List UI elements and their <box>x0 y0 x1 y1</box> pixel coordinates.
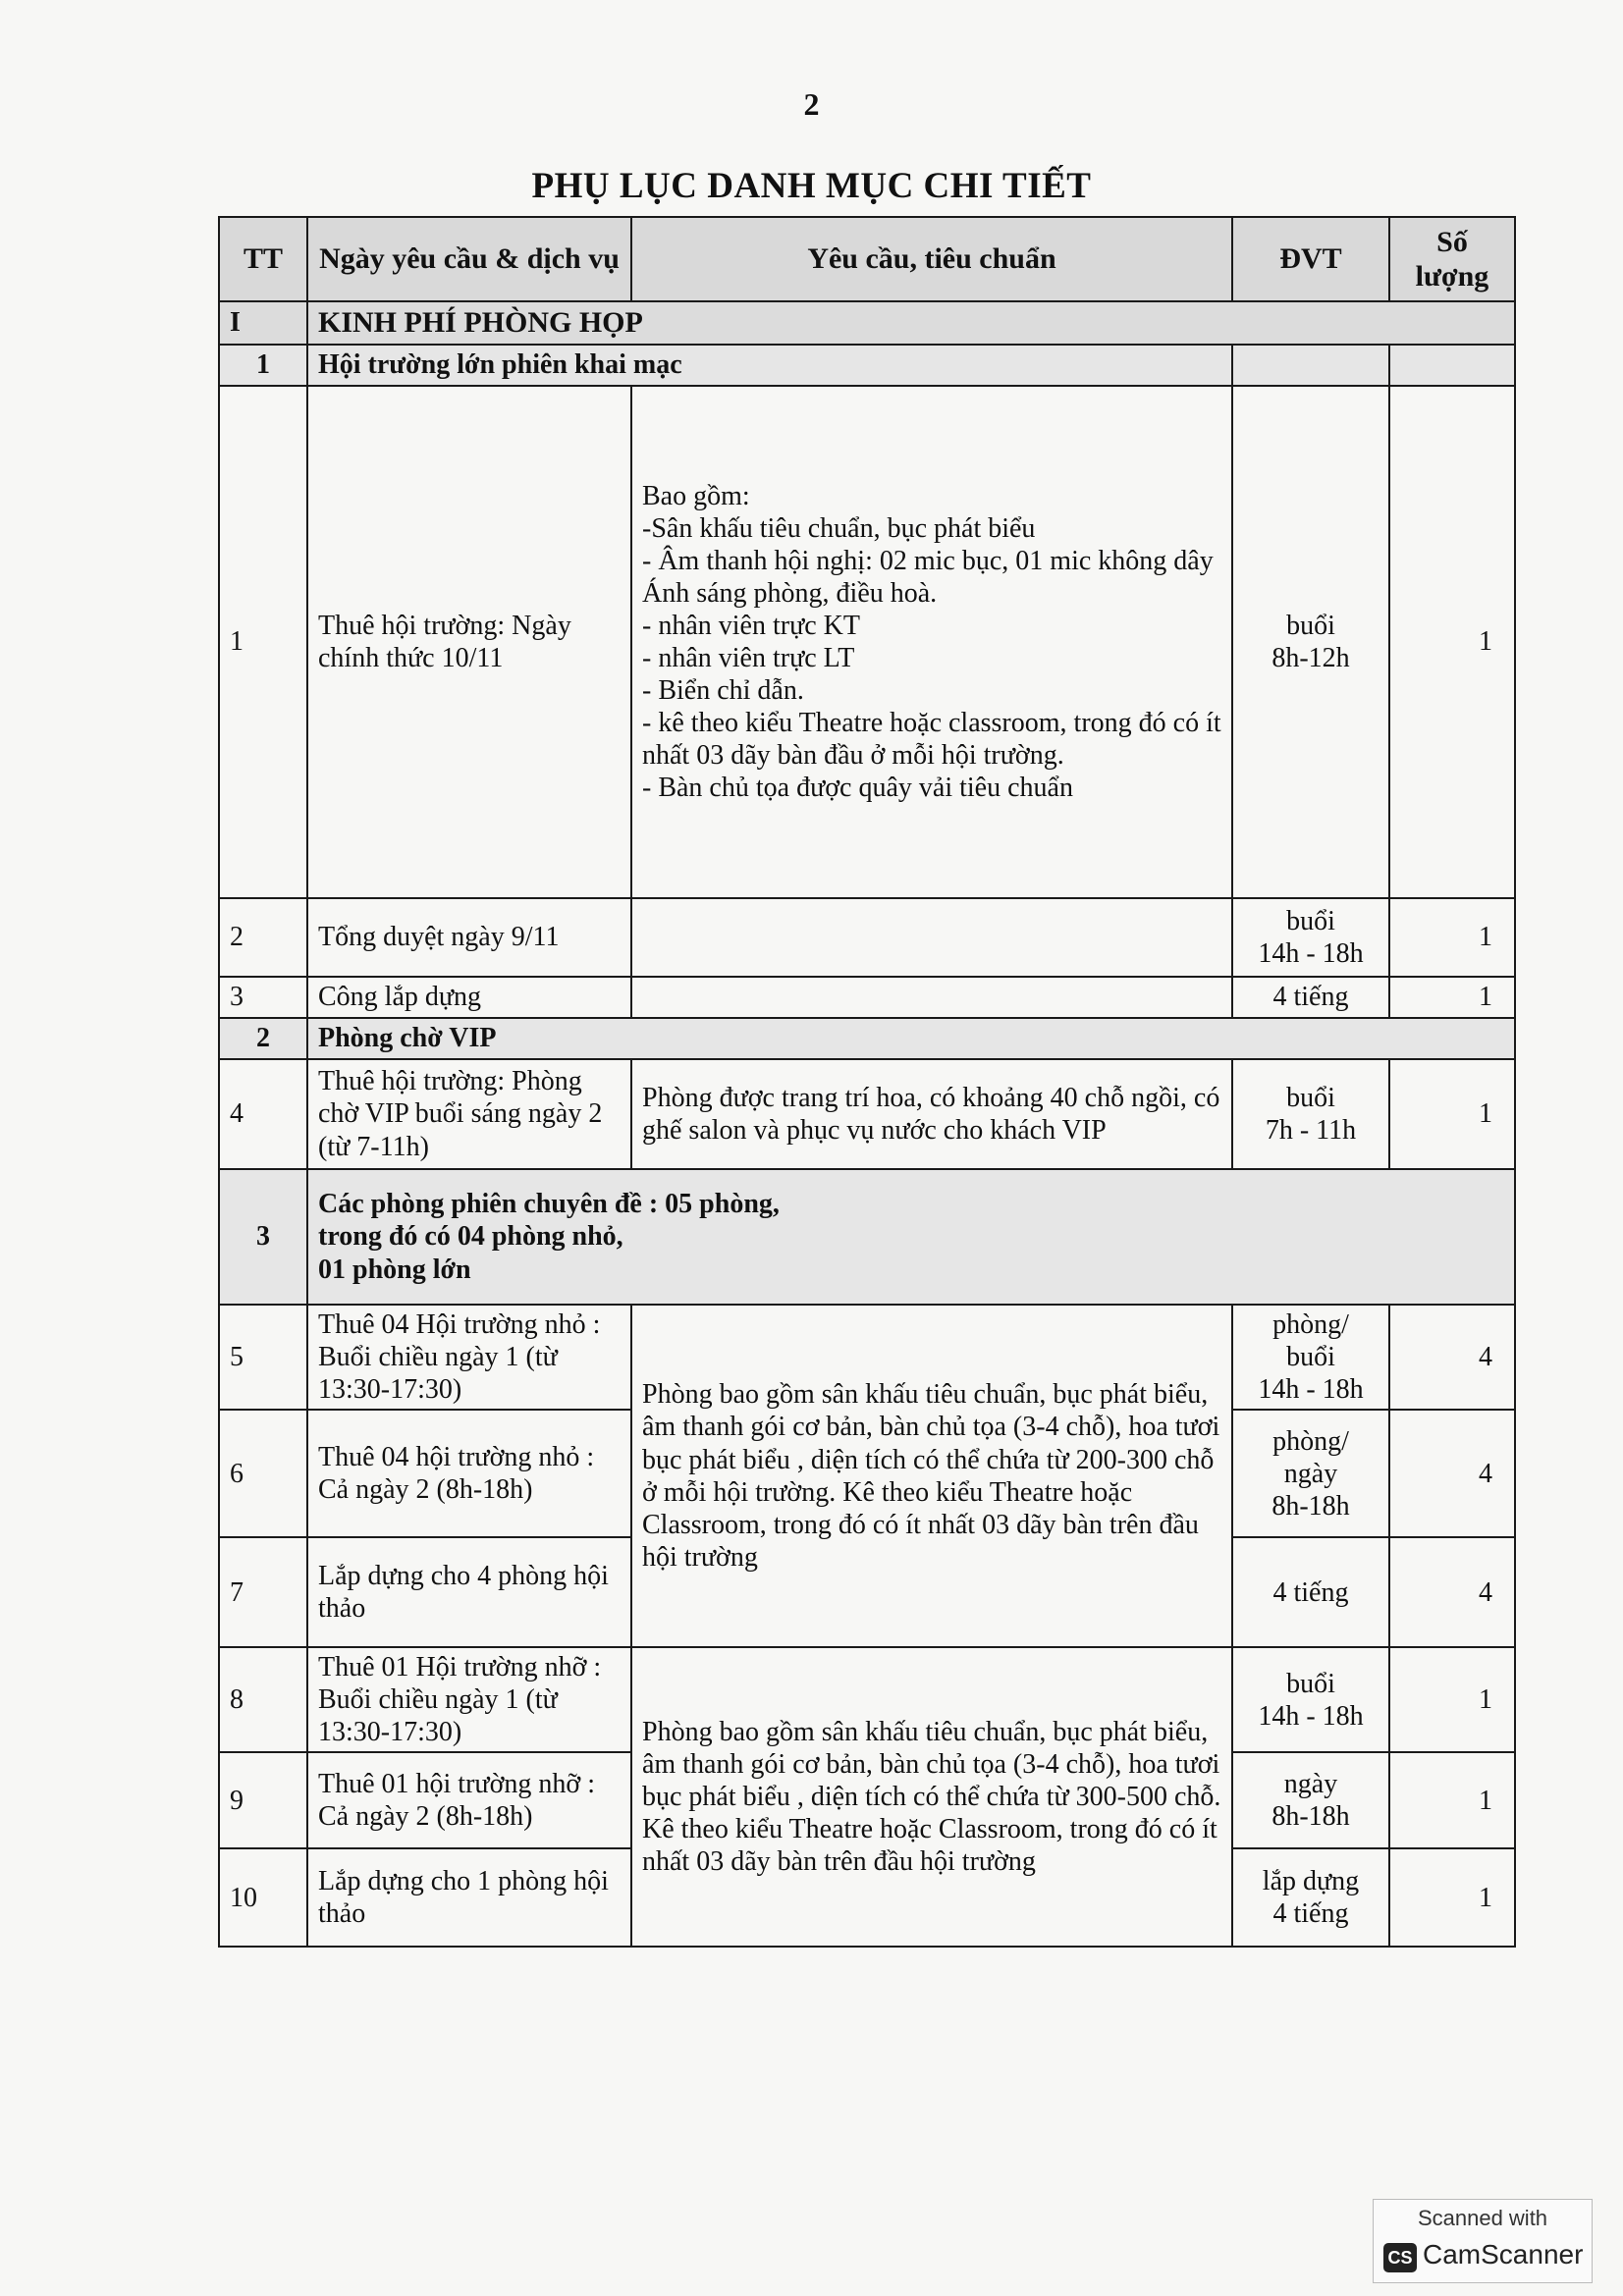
row-unit: 4 tiếng <box>1232 977 1389 1018</box>
row-quantity: 1 <box>1389 1752 1515 1848</box>
row-tt: 6 <box>219 1410 307 1537</box>
row-requirement: Phòng bao gồm sân khấu tiêu chuẩn, bục phát biểu, âm thanh gói cơ bản, bàn chủ tọa (3-4 chỗ), hoa tươi bục phát biểu , diện tích có thể chứa từ 200-300 chỗ ở mỗi hội trường. Kê theo kiểu Theatre hoặc Classroom, trong đó có ít nhất 03 dãy bàn trên đầu hội trường <box>631 1305 1232 1647</box>
row-quantity: 4 <box>1389 1410 1515 1537</box>
row-unit: phòng/ ngày 8h-18h <box>1232 1410 1389 1537</box>
row-unit: ngày 8h-18h <box>1232 1752 1389 1848</box>
row-requirement: Phòng được trang trí hoa, có khoảng 40 chỗ ngồi, có ghế salon và phục vụ nước cho khách VIP <box>631 1059 1232 1169</box>
row-tt: 1 <box>219 386 307 898</box>
page-title: PHỤ LỤC DANH MỤC CHI TIẾT <box>531 166 1092 206</box>
row-service: Lắp dựng cho 4 phòng hội thảo <box>307 1537 631 1647</box>
row-tt: 10 <box>219 1848 307 1947</box>
group-label: Hội trường lớn phiên khai mạc <box>307 345 1232 386</box>
row-requirement <box>631 977 1232 1018</box>
group-unit <box>1232 345 1389 386</box>
row-unit: buổi 14h - 18h <box>1232 1647 1389 1752</box>
group-row <box>219 1018 1515 1059</box>
row-service: Lắp dựng cho 1 phòng hội thảo <box>307 1848 631 1947</box>
row-quantity: 1 <box>1389 898 1515 977</box>
row-tt: 8 <box>219 1647 307 1752</box>
table-row <box>219 1647 1515 1752</box>
row-service: Thuê 01 hội trường nhỡ : Cả ngày 2 (8h-18h) <box>307 1752 631 1848</box>
row-service: Thuê 01 Hội trường nhỡ : Buổi chiều ngày 1 (từ 13:30-17:30) <box>307 1647 631 1752</box>
page-number: 2 <box>803 86 820 122</box>
row-service: Tổng duyệt ngày 9/11 <box>307 898 631 977</box>
row-unit: buổi 8h-12h <box>1232 386 1389 898</box>
row-unit: buổi 7h - 11h <box>1232 1059 1389 1169</box>
section-tt: I <box>219 301 307 345</box>
group-quantity <box>1389 345 1515 386</box>
group-label: Phòng chờ VIP <box>307 1018 1515 1059</box>
row-unit: lắp dựng 4 tiếng <box>1232 1848 1389 1947</box>
row-unit: phòng/ buổi 14h - 18h <box>1232 1305 1389 1410</box>
row-service: Thuê 04 hội trường nhỏ : Cả ngày 2 (8h-18h) <box>307 1410 631 1537</box>
row-service: Thuê 04 Hội trường nhỏ : Buổi chiều ngày 1 (từ 13:30-17:30) <box>307 1305 631 1410</box>
table-row <box>219 1305 1515 1410</box>
detail-table <box>218 216 1516 1948</box>
group-tt: 3 <box>219 1169 307 1305</box>
row-quantity: 1 <box>1389 977 1515 1018</box>
header-requirement: Yêu cầu, tiêu chuẩn <box>631 217 1232 301</box>
camscanner-watermark <box>1373 2199 1593 2283</box>
row-tt: 5 <box>219 1305 307 1410</box>
row-tt: 7 <box>219 1537 307 1647</box>
header-service: Ngày yêu cầu & dịch vụ <box>307 217 631 301</box>
row-tt: 4 <box>219 1059 307 1169</box>
table-row <box>219 386 1515 898</box>
row-requirement <box>631 898 1232 977</box>
row-quantity: 1 <box>1389 1647 1515 1752</box>
table-row <box>219 898 1515 977</box>
row-unit: 4 tiếng <box>1232 1537 1389 1647</box>
group-row <box>219 1169 1515 1305</box>
row-tt: 2 <box>219 898 307 977</box>
header-tt: TT <box>219 217 307 301</box>
group-tt: 1 <box>219 345 307 386</box>
group-tt: 2 <box>219 1018 307 1059</box>
section-label: KINH PHÍ PHÒNG HỌP <box>307 301 1515 345</box>
header-quantity: Số lượng <box>1389 217 1515 301</box>
row-requirement: Phòng bao gồm sân khấu tiêu chuẩn, bục phát biểu, âm thanh gói cơ bản, bàn chủ tọa (3-4 chỗ), hoa tươi bục phát biểu , diện tích có thể chứa từ 300-500 chỗ. Kê theo kiểu Theatre hoặc Classroom, trong đó có ít nhất 03 dãy bàn trên đầu hội trường <box>631 1647 1232 1947</box>
row-quantity: 1 <box>1389 1059 1515 1169</box>
camscanner-logo-icon: CS <box>1383 2243 1417 2272</box>
row-tt: 3 <box>219 977 307 1018</box>
row-unit: buổi 14h - 18h <box>1232 898 1389 977</box>
row-quantity: 4 <box>1389 1537 1515 1647</box>
table-row <box>219 1059 1515 1169</box>
row-requirement: Bao gồm: -Sân khấu tiêu chuẩn, bục phát biểu - Âm thanh hội nghị: 02 mic bục, 01 mic không dây Ánh sáng phòng, điều hoà. - nhân viên trực KT - nhân viên trực LT - Biển chỉ dẫn. - kê theo kiểu Theatre hoặc classroom, trong đó có ít nhất 03 dãy bàn đầu ở mỗi hội trường. - Bàn chủ tọa được quây vải tiêu chuẩn <box>631 386 1232 898</box>
header-unit: ĐVT <box>1232 217 1389 301</box>
row-tt: 9 <box>219 1752 307 1848</box>
row-quantity: 1 <box>1389 1848 1515 1947</box>
section-row <box>219 301 1515 345</box>
watermark-brand: CamScanner <box>1423 2239 1584 2269</box>
row-service: Công lắp dựng <box>307 977 631 1018</box>
row-service: Thuê hội trường: Phòng chờ VIP buổi sáng ngày 2 (từ 7-11h) <box>307 1059 631 1169</box>
header-row <box>219 217 1515 301</box>
group-label: Các phòng phiên chuyên đề : 05 phòng, trong đó có 04 phòng nhỏ, 01 phòng lớn <box>307 1169 1515 1305</box>
group-row <box>219 345 1515 386</box>
row-quantity: 4 <box>1389 1305 1515 1410</box>
watermark-caption: Scanned with <box>1417 2206 1548 2230</box>
row-service: Thuê hội trường: Ngày chính thức 10/11 <box>307 386 631 898</box>
table-row <box>219 977 1515 1018</box>
row-quantity: 1 <box>1389 386 1515 898</box>
